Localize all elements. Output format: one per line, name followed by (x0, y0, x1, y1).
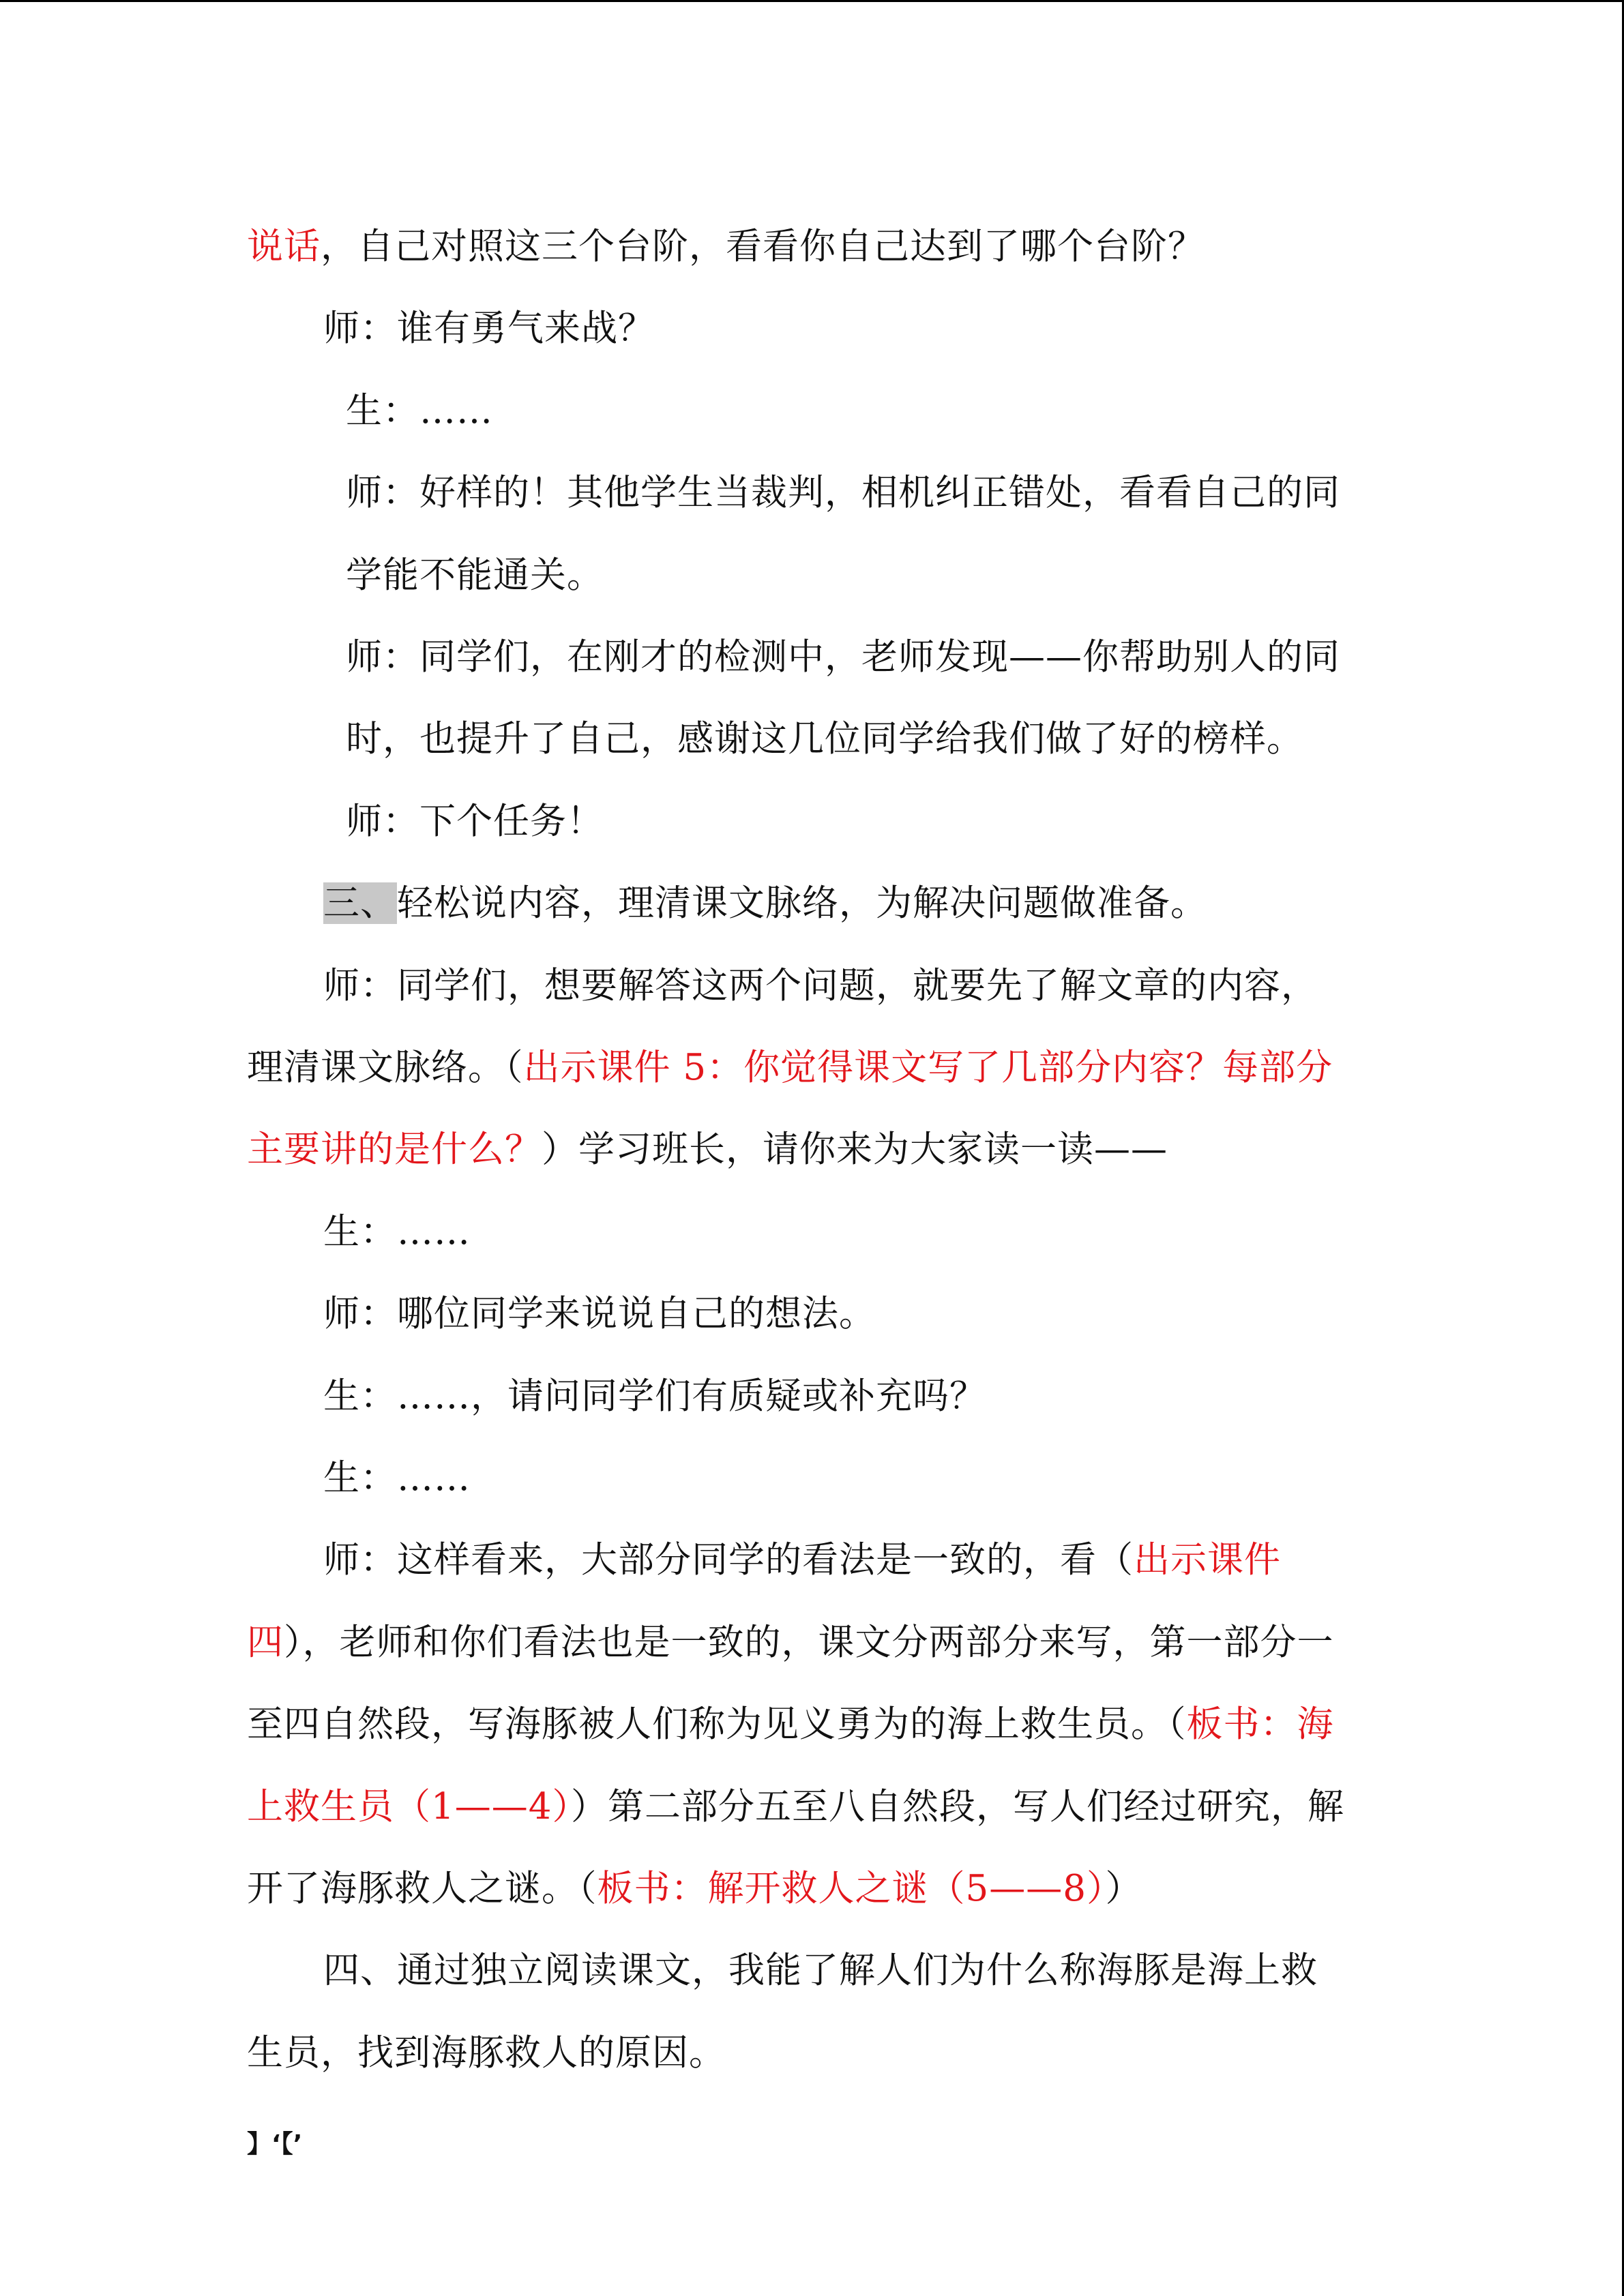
highlighted-text: 三、 (323, 882, 397, 924)
text-segment: 时，也提升了自己，感谢这几位同学给我们做了好的榜样。 (346, 718, 1303, 760)
text-line (247, 223, 1205, 271)
red-annotation-text: 主要讲的是什么？ (247, 1129, 542, 1170)
text-segment: 生员，找到海豚救人的原因。 (247, 2032, 726, 2074)
text-segment: 师：下个任务！ (346, 801, 604, 842)
text-segment: 师：同学们，在刚才的检测中，老师发现——你帮助别人的同 (346, 636, 1340, 678)
text-segment: 生：…… (346, 390, 493, 432)
text-segment: 至四自然段，写海豚被人们称为见义勇为的海上救生员。（ (247, 1703, 1187, 1745)
text-line (247, 1126, 1168, 1174)
text-segment: ）第二部分五至八自然段，写人们经过研究，解 (570, 1786, 1344, 1828)
text-line (247, 1044, 1333, 1092)
text-segment: ，自己对照这三个台阶，看看你自己达到了哪个台阶？ (321, 226, 1205, 267)
text-segment: 师：同学们，想要解答这两个问题，就要先了解文章的内容， (323, 965, 1318, 1007)
text-line (323, 305, 655, 353)
text-line (247, 1701, 1334, 1748)
text-segment: 理清课文脉络。（ (247, 1047, 524, 1088)
text-segment: 师：哪位同学来说说自己的想法。 (323, 1293, 876, 1335)
text-line (346, 798, 604, 846)
text-line (323, 1947, 1318, 1995)
text-line (323, 962, 1318, 1010)
text-segment: 生：……，请问同学们有质疑或补充吗？ (323, 1375, 986, 1417)
red-annotation-text: 出示课件 5：你觉得课文写了几部分内容？每部分 (523, 1047, 1333, 1088)
text-segment: 师：好样的！其他学生当裁判，相机纠正错处，看看自己的同 (346, 472, 1340, 513)
footer-mark: 】‘【’ (247, 2130, 303, 2158)
red-annotation-text: 四 (247, 1622, 284, 1663)
text-line (323, 1290, 876, 1338)
text-line (346, 387, 493, 435)
page-top-border (0, 0, 1624, 2)
text-line (247, 1783, 1344, 1831)
text-segment: 生：…… (323, 1211, 471, 1253)
text-segment: 学能不能通关。 (346, 554, 604, 596)
text-line (346, 715, 1303, 763)
text-line (346, 469, 1340, 517)
text-line (323, 1373, 986, 1420)
red-annotation-text: 上救生员（1——4） (247, 1786, 571, 1828)
text-segment: 开了海豚救人之谜。（ (247, 1868, 597, 1909)
text-segment: ） (1105, 1868, 1142, 1909)
text-line (323, 1536, 1281, 1584)
text-segment: 师：这样看来，大部分同学的看法是一致的，看（ (323, 1539, 1134, 1581)
red-annotation-text: 板书：解开救人之谜（5——8） (597, 1868, 1106, 1909)
text-line (323, 1208, 471, 1256)
text-segment: 轻松说内容，理清课文脉络，为解决问题做准备。 (397, 882, 1207, 924)
text-line (346, 552, 604, 599)
text-line (247, 1619, 1334, 1667)
red-annotation-text: 板书：海 (1186, 1703, 1334, 1745)
text-segment: ），老师和你们看法也是一致的，课文分两部分来写，第一部分一 (284, 1622, 1334, 1663)
text-segment: 生：…… (323, 1457, 471, 1499)
text-line (323, 880, 1207, 927)
text-line (346, 633, 1340, 681)
red-annotation-text: 出示课件 (1134, 1539, 1281, 1581)
text-line (247, 1865, 1142, 1913)
text-segment: 师：谁有勇气来战？ (323, 308, 655, 349)
text-segment: 四、通过独立阅读课文，我能了解人们为什么称海豚是海上救 (323, 1950, 1318, 1991)
text-segment: ）学习班长，请你来为大家读一读—— (542, 1129, 1168, 1170)
text-line (323, 1455, 471, 1502)
text-line (247, 2029, 726, 2077)
red-annotation-text: 说话 (247, 226, 321, 267)
